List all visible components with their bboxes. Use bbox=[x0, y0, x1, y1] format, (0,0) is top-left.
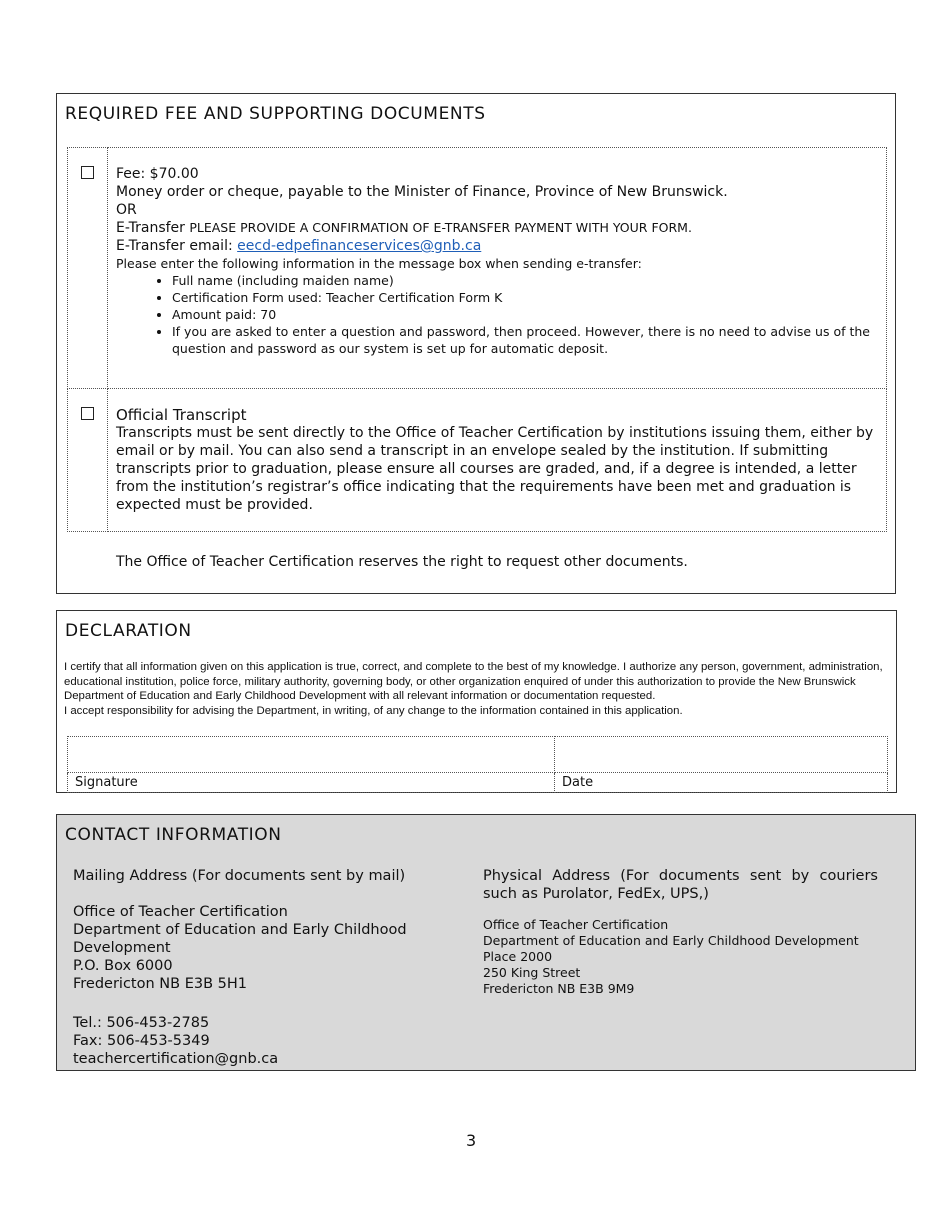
mailing-line: Fredericton NB E3B 5H1 bbox=[73, 976, 247, 992]
transcript-checkbox[interactable] bbox=[81, 407, 94, 420]
etransfer-email-link[interactable]: eecd-edpefinanceservices@gnb.ca bbox=[237, 238, 482, 254]
supporting-documents-table bbox=[67, 147, 887, 532]
transcript-checkbox-cell bbox=[68, 389, 108, 532]
fee-checkbox[interactable] bbox=[81, 166, 94, 179]
physical-line: Fredericton NB E3B 9M9 bbox=[483, 981, 635, 996]
physical-address-lines bbox=[483, 917, 878, 997]
mailing-line: Department of Education and Early Childhood Development bbox=[73, 922, 407, 956]
transcript-heading: Official Transcript bbox=[116, 406, 247, 424]
signature-label: Signature bbox=[68, 773, 555, 793]
etransfer-instructions: Please enter the following information in the message box when sending e-transfer: bbox=[116, 256, 642, 271]
mailing-line: P.O. Box 6000 bbox=[73, 958, 173, 974]
fee-row bbox=[68, 148, 887, 389]
etransfer-email-label: E-Transfer email: bbox=[116, 238, 238, 254]
mailing-line: Office of Teacher Certification bbox=[73, 904, 288, 920]
fee-checkbox-cell bbox=[68, 148, 108, 389]
contact-section bbox=[56, 814, 916, 1071]
contact-email[interactable]: teachercertification@gnb.ca bbox=[73, 1051, 279, 1067]
list-item: • If you are asked to enter a question and password, then proceed. However, there is no need to advise us of the question and password as our system is set up for automatic deposit. bbox=[172, 323, 878, 357]
list-item: • Certification Form used: Teacher Certification Form K bbox=[172, 289, 878, 306]
declaration-text bbox=[64, 660, 889, 718]
payment-line: Money order or cheque, payable to the Minister of Finance, Province of New Brunswick. bbox=[116, 184, 728, 200]
documents-reserve-note: The Office of Teacher Certification reserves the right to request other documents. bbox=[116, 554, 688, 570]
physical-heading: Physical Address (For documents sent by couriers such as Purolator, FedEx, UPS,) bbox=[483, 868, 878, 902]
declaration-paragraph-2: I accept responsibility for advising the Department, in writing, of any change to the information contained in this application. bbox=[64, 704, 683, 717]
date-label: Date bbox=[555, 773, 888, 793]
contact-title: CONTACT INFORMATION bbox=[65, 825, 282, 845]
etransfer-bullet-list bbox=[116, 272, 878, 357]
fee-section-title: REQUIRED FEE AND SUPPORTING DOCUMENTS bbox=[65, 104, 486, 124]
contact-telephone: Tel.: 506-453-2785 bbox=[73, 1015, 210, 1031]
declaration-section bbox=[56, 610, 897, 793]
transcript-row bbox=[68, 389, 887, 532]
transcript-body: Transcripts must be sent directly to the Office of Teacher Certification by institutions issuing them, either by email or by mail. You can also send a transcript in an envelope sealed by the institution. If submitting transcripts prior to graduation, please ensure all courses are graded, and, if a degree is intended, a letter from the institution’s registrar’s office indicating that the requirements have been met and graduation is expected must be provided. bbox=[116, 425, 874, 513]
physical-line: Place 2000 bbox=[483, 949, 553, 964]
transcript-details-cell bbox=[108, 389, 887, 532]
required-fee-section bbox=[56, 93, 896, 594]
etransfer-line bbox=[116, 219, 878, 237]
etransfer-note: PLEASE PROVIDE A CONFIRMATION OF E-TRANSFER PAYMENT WITH YOUR FORM. bbox=[189, 220, 692, 235]
physical-line: Department of Education and Early Childhood Development bbox=[483, 933, 859, 948]
fee-heading: Fee: $70.00 bbox=[116, 166, 199, 182]
physical-line: Office of Teacher Certification bbox=[483, 917, 669, 932]
mailing-address bbox=[73, 867, 433, 1068]
list-item: • Full name (including maiden name) bbox=[172, 272, 878, 289]
signature-table bbox=[67, 736, 888, 793]
fee-details-cell bbox=[108, 148, 887, 389]
physical-line: 250 King Street bbox=[483, 965, 581, 980]
etransfer-email-line bbox=[116, 237, 878, 255]
page-number: 3 bbox=[466, 1131, 477, 1150]
declaration-paragraph-1: I certify that all information given on this application is true, correct, and complete to the best of my knowledge. I authorize any person, government, administration, educational institution, police force, military authority, governing body, or other organization enquired of under this authorization to provide the New Brunswick Department of Education and Early Childhood Development with all relevant information or documentation requested. bbox=[64, 661, 883, 702]
or-label: OR bbox=[116, 202, 137, 218]
mailing-heading: Mailing Address (For documents sent by mail) bbox=[73, 868, 406, 884]
signature-field[interactable] bbox=[68, 737, 555, 773]
date-field[interactable] bbox=[555, 737, 888, 773]
physical-address bbox=[483, 867, 878, 997]
contact-fax: Fax: 506-453-5349 bbox=[73, 1033, 210, 1049]
etransfer-label: E-Transfer bbox=[116, 220, 190, 236]
declaration-title: DECLARATION bbox=[65, 621, 192, 641]
list-item: • Amount paid: 70 bbox=[172, 306, 878, 323]
